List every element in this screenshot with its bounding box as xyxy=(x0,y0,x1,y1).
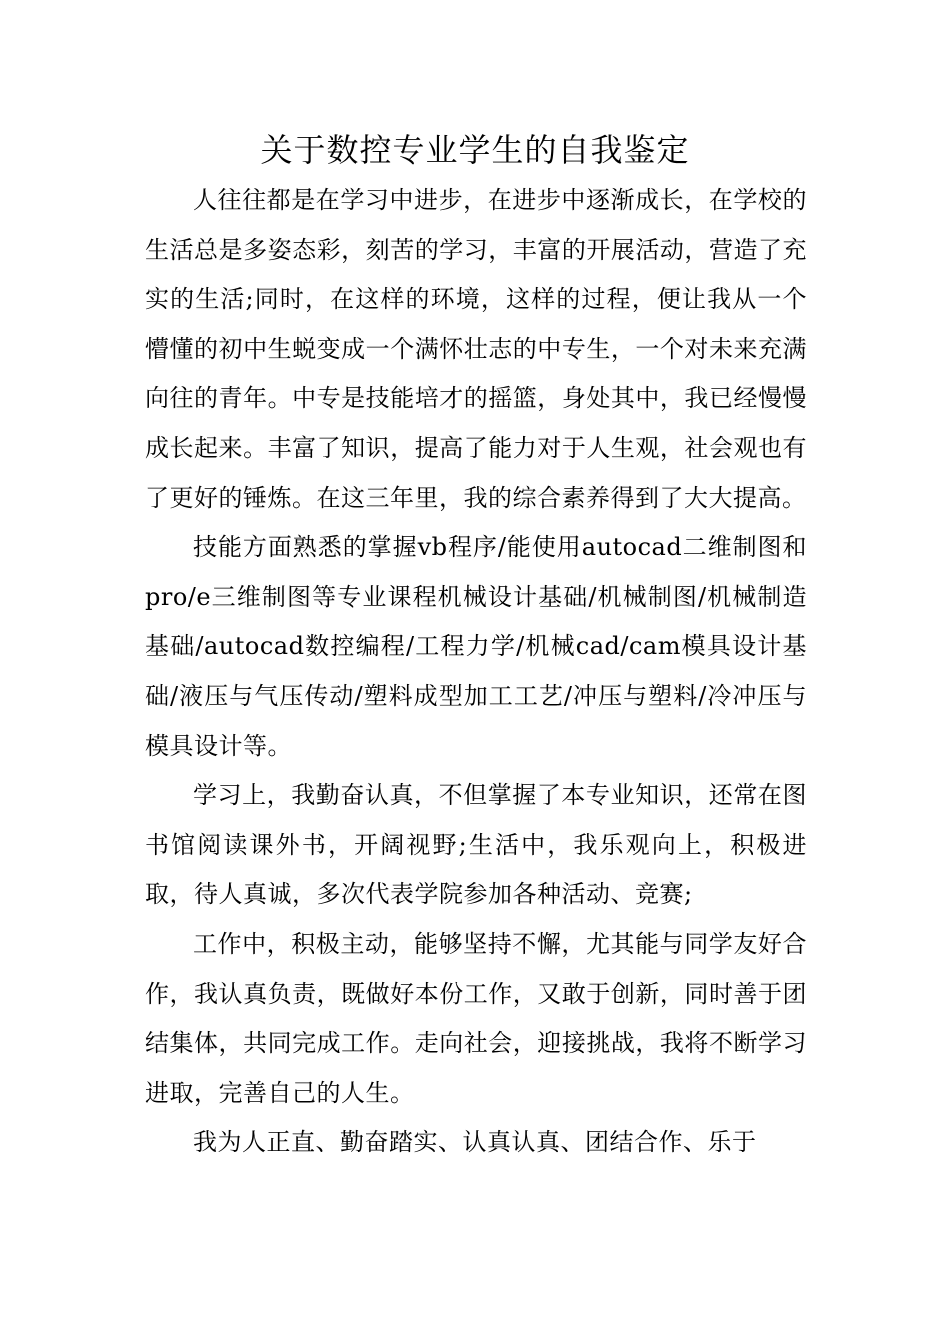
document-body xyxy=(145,176,807,1168)
paragraph-5: 我为人正直、勤奋踏实、认真认真、团结合作、乐于 xyxy=(193,1128,757,1157)
paragraph-2: 技能方面熟悉的掌握vb程序/能使用autocad二维制图和pro/e三维制图等专业课程机械设计基础/机械制图/机械制造基础/autocad数控编程/工程力学/机械cad/cam模具设计基础/液压与气压传动/塑料成型加工工艺/冲压与塑料/冷冲压与模具设计等。 xyxy=(145,533,807,760)
document-title: 关于数控专业学生的自我鉴定 xyxy=(260,131,690,169)
paragraph-1: 人往往都是在学习中进步，在进步中逐渐成长，在学校的生活总是多姿态彩，刻苦的学习，丰富的开展活动，营造了充实的生活;同时，在这样的环境，这样的过程，便让我从一个懵懂的初中生蜕变成一个满怀壮志的中专生，一个对未来充满向往的青年。中专是技能培才的摇篮，身处其中，我已经慢慢成长起来。丰富了知识，提高了能力对于人生观，社会观也有了更好的锤炼。在这三年里，我的综合素养得到了大大提高。 xyxy=(145,186,807,512)
paragraph-3: 学习上，我勤奋认真，不但掌握了本专业知识，还常在图书馆阅读课外书，开阔视野;生活中，我乐观向上，积极进取，待人真诚，多次代表学院参加各种活动、竞赛; xyxy=(145,781,807,909)
paragraph-4: 工作中，积极主动，能够坚持不懈，尤其能与同学友好合作，我认真负责，既做好本份工作，又敢于创新，同时善于团结集体，共同完成工作。走向社会，迎接挑战，我将不断学习进取，完善自己的人生。 xyxy=(145,929,807,1107)
